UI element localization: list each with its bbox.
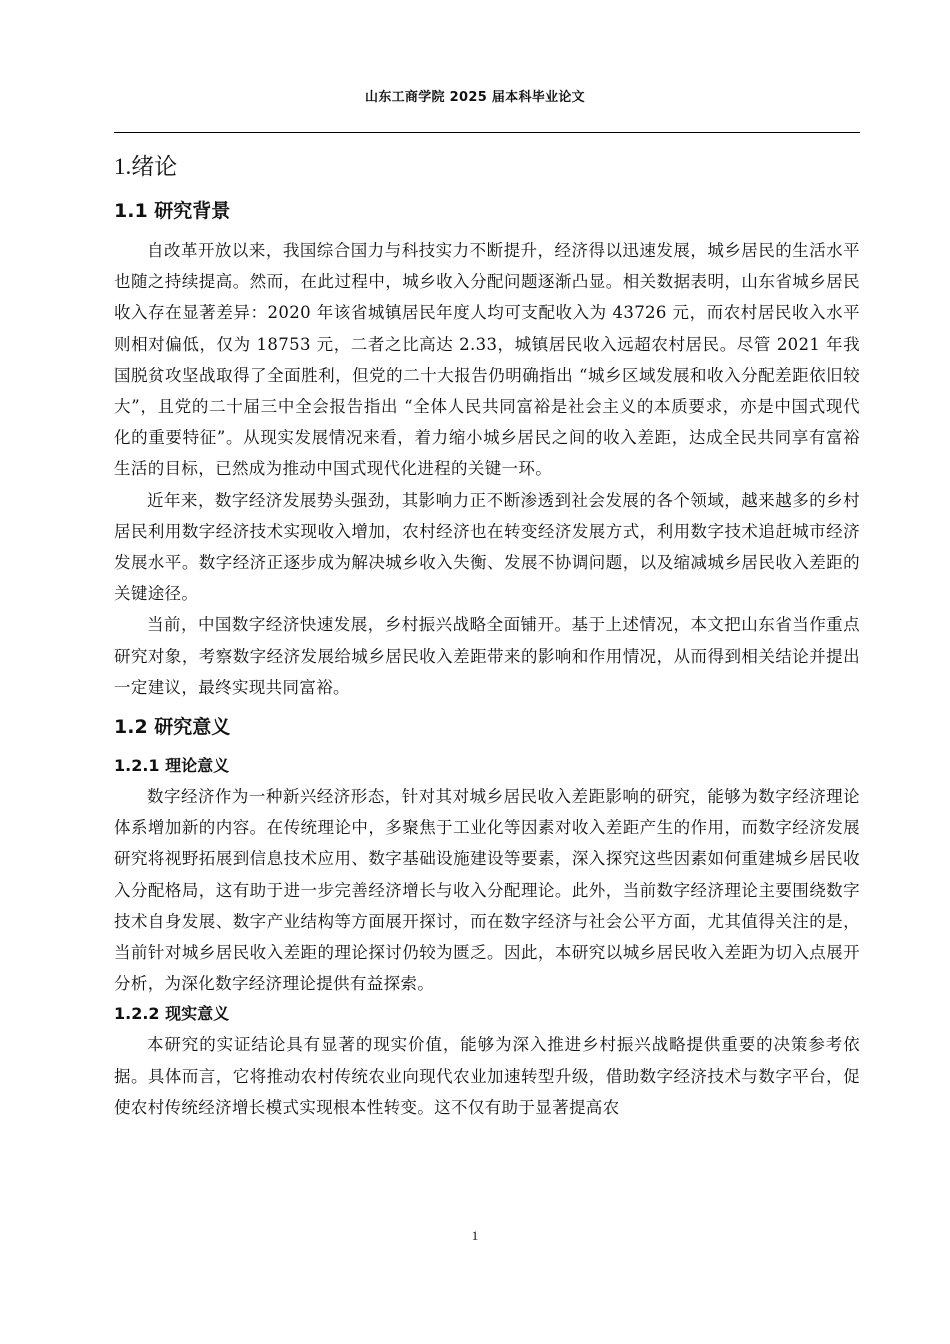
- paragraph: 当前，中国数字经济快速发展，乡村振兴战略全面铺开。基于上述情况，本文把山东省当作重点研究对象，考察数字经济发展给城乡居民收入差距带来的影响和作用情况，从而得到相关结论并提出一定建议，最终实现共同富裕。: [114, 615, 860, 697]
- chapter-heading: [114, 146, 860, 188]
- section-heading-background: 1.1 研究背景: [114, 200, 231, 222]
- document-body: [114, 146, 860, 1123]
- chapter-title: 绪论: [131, 154, 178, 180]
- section-heading-significance: 1.2 研究意义: [114, 716, 231, 739]
- paragraph: 近年来，数字经济发展势头强劲，其影响力正不断渗透到社会发展的各个领域，越来越多的乡村居民利用数字经济技术实现收入增加，农村经济也在转变经济发展方式，利用数字技术追赶城市经济发展水平。数字经济正逐步成为解决城乡收入失衡、发展不协调问题，以及缩减城乡居民收入差距的关键途径。: [114, 490, 860, 604]
- paragraph: 本研究的实证结论具有显著的现实价值，能够为深入推进乡村振兴战略提供重要的决策参考依据。具体而言，它将推动农村传统农业向现代农业加速转型升级，借助数字经济技术与数字平台，促使农村传统经济增长模式实现根本性转变。这不仅有助于显著提高农: [114, 1035, 860, 1117]
- page-header: 山东工商学院 2025 届本科毕业论文: [365, 90, 585, 105]
- paragraph: 自改革开放以来，我国综合国力与科技实力不断提升，经济得以迅速发展，城乡居民的生活水平也随之持续提高。然而，在此过程中，城乡收入分配问题逐渐凸显。相关数据表明，山东省城乡居民收入存在显著差异：2020 年该省城镇居民年度人均可支配收入为 43726 元，而农村居民收入水平则相对偏低，仅为 18753 元，二者之比高达 2.33，城镇居民收入远超农村居民。尽管 2021 年我国脱贫攻坚战取得了全面胜利，但党的二十大报告仍明确指出 “城乡区域发展和收入分配差距依旧较大”，且党的二十届三中全会报告指出 “全体人民共同富裕是社会主义的本质要求，亦是中国式现代化的重要特征”。从现实发展情况来看，着力缩小城乡居民之间的收入差距，达成全民共同享有富裕生活的目标，已然成为推动中国式现代化进程的关键一环。: [114, 241, 860, 479]
- chapter-number: 1.: [114, 154, 132, 179]
- header-divider: [114, 132, 860, 133]
- subsection-heading-theoretical: 1.2.1 理论意义: [114, 756, 230, 776]
- paragraph: 数字经济作为一种新兴经济形态，针对其对城乡居民收入差距影响的研究，能够为数字经济理论体系增加新的内容。在传统理论中，多聚焦于工业化等因素对收入差距产生的作用，而数字经济发展研究将视野拓展到信息技术应用、数字基础设施建设等要素，深入探究这些因素如何重建城乡居民收入分配格局，这有助于进一步完善经济增长与收入分配理论。此外，当前数字经济理论主要围绕数字技术自身发展、数字产业结构等方面展开探讨，而在数字经济与社会公平方面，尤其值得关注的是，当前针对城乡居民收入差距的理论探讨仍较为匮乏。因此，本研究以城乡居民收入差距为切入点展开分析，为深化数字经济理论提供有益探索。: [114, 787, 860, 994]
- page-number: 1: [471, 1228, 479, 1243]
- subsection-heading-practical: 1.2.2 现实意义: [114, 1004, 230, 1024]
